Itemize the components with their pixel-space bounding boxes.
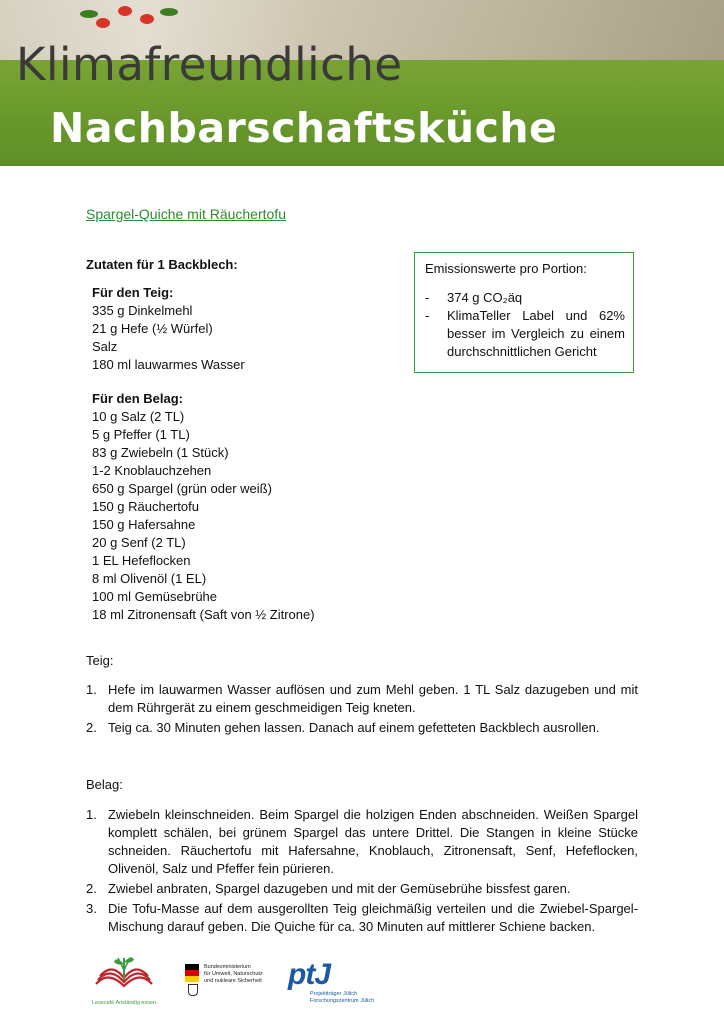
step-number: 3. [86,901,97,916]
step-item [86,806,638,878]
step-item [86,900,638,936]
topping-item: 650 g Spargel (grün oder weiß) [92,481,272,496]
step-text: Teig ca. 30 Minuten gehen lassen. Danach auf einem gefetteten Backblech ausrollen. [108,720,600,735]
emissions-item: - 374 g CO₂äq [425,289,625,307]
ingredients-heading: Zutaten für 1 Backblech: [86,257,238,272]
emissions-item: - KlimaTeller Label und 62% besser im Vergleich zu einem durchschnittlichen Gericht [425,307,625,361]
lesecafe-logo [88,950,160,1010]
tomato-decoration [118,6,132,16]
recipe-title: Spargel-Quiche mit Räuchertofu [86,206,286,222]
bmu-text-line: und nukleare Sicherheit [204,978,262,984]
topping-steps-heading: Belag: [86,777,123,792]
ptj-mark: ptJ [288,958,330,991]
herb-decoration [80,10,98,18]
step-number: 2. [86,720,97,735]
topping-heading: Für den Belag: [92,391,184,406]
topping-steps-list [86,806,638,938]
ptj-text-line: Forschungszentrum Jülich [310,997,375,1004]
topping-item: 1 EL Hefeflocken [92,553,191,568]
emissions-list [425,289,625,361]
lesecafe-caption: Lesecafé Anständig essen [91,1000,157,1006]
tomato-decoration [96,18,110,28]
step-number: 1. [86,807,97,822]
banner-title-line2: Nachbarschaftsküche [50,104,558,152]
dough-item: 180 ml lauwarmes Wasser [92,357,245,372]
dough-steps-list [86,681,638,739]
step-text: Zwiebeln kleinschneiden. Beim Spargel die holzigen Enden abschneiden. Weißen Spargel komplett schälen, bei grünem Spargel das untere Drittel. Die Stangen in kleine Stücke schneiden. Räuchertofu mit Hafersahne, Knoblauch, Zitronensaft, Senf, Hefeflocken, Olivenöl, Salz und Pfeffer fein pürieren. [108,807,638,876]
step-number: 1. [86,682,97,697]
step-text: Die Tofu-Masse auf dem ausgerollten Teig gleichmäßig verteilen und die Zwiebel-Spargel-Mischung darauf geben. Die Quiche für ca. 30 Minuten auf mittlerer Schiene backen. [108,901,638,934]
ptj-logo [288,958,375,1006]
emissions-box [414,252,634,373]
topping-item: 150 g Hafersahne [92,517,196,532]
flag-gold-stripe [185,976,199,982]
bmu-text-line: für Umwelt, Naturschutz [204,971,263,977]
dough-item: 21 g Hefe (½ Würfel) [92,321,213,336]
dough-heading: Für den Teig: [92,285,174,300]
bmu-logo [185,962,265,1006]
topping-item: 5 g Pfeffer (1 TL) [92,427,190,442]
topping-item: 83 g Zwiebeln (1 Stück) [92,445,229,460]
step-item [86,880,638,898]
header-banner [0,0,724,166]
tomato-decoration [140,14,154,24]
step-text: Hefe im lauwarmen Wasser auflösen und zum Mehl geben. 1 TL Salz dazugeben und mit dem Rührgerät zu einem geschmeidigen Teig kneten. [108,682,638,715]
dough-steps-heading: Teig: [86,653,114,668]
step-text: Zwiebel anbraten, Spargel dazugeben und mit der Gemüsebrühe bissfest garen. [108,881,571,896]
ptj-text-line: Projektträger Jülich [310,991,358,997]
emissions-heading: Emissionswerte pro Portion: [425,261,587,276]
step-number: 2. [86,881,97,896]
dough-item: 335 g Dinkelmehl [92,303,193,318]
topping-item: 8 ml Olivenöl (1 EL) [92,571,207,586]
topping-item: 10 g Salz (2 TL) [92,409,185,424]
topping-item: 100 ml Gemüsebrühe [92,589,218,604]
topping-item: 150 g Räuchertofu [92,499,199,514]
topping-item: 1-2 Knoblauchzehen [92,463,212,478]
bmu-text-line: Bundesministerium [204,964,251,970]
topping-item: 20 g Senf (2 TL) [92,535,186,550]
step-item [86,681,638,717]
topping-item: 18 ml Zitronensaft (Saft von ½ Zitrone) [92,607,315,622]
eagle-icon [188,984,198,996]
step-item [86,719,638,737]
dough-item: Salz [92,339,118,354]
herb-decoration [160,8,178,16]
banner-title-line1: Klimafreundliche [16,38,403,91]
